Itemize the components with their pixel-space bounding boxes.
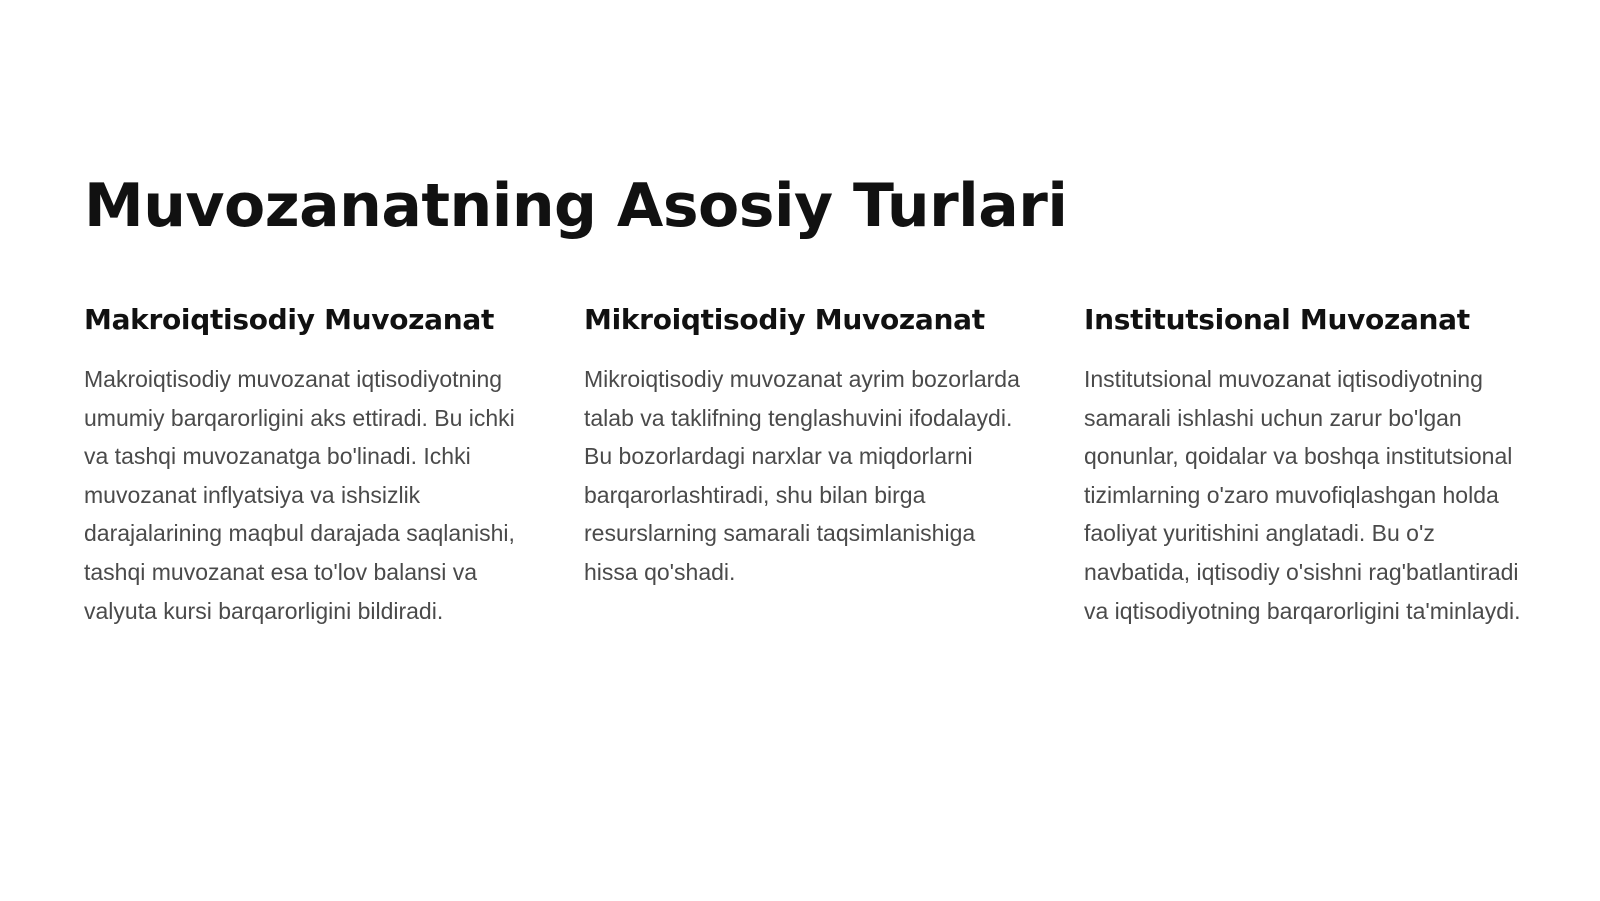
column-institutional — [1084, 300, 1524, 630]
column-body: Mikroiqtisodiy muvozanat ayrim bozorlarda talab va taklifning tenglashuvini ifodalaydi. Bu bozorlardagi narxlar va miqdorlarni barqarorlashtiradi, shu bilan birga resurslarning samarali taqsimlanishiga hissa qo'shadi. — [584, 366, 1020, 585]
column-heading: Makroiqtisodiy Muvozanat — [84, 303, 495, 336]
column-heading: Institutsional Muvozanat — [1084, 303, 1470, 336]
slide-title: Muvozanatning Asosiy Turlari — [84, 171, 1068, 241]
column-body: Institutsional muvozanat iqtisodiyotning samarali ishlashi uchun zarur bo'lgan qonunlar, qoidalar va boshqa institutsional tizimlarning o'zaro muvofiqlashgan holda faoliyat yuritishini anglatadi. Bu o'z navbatida, iqtisodiy o'sishni rag'batlantiradi va iqtisodiyotning barqarorligini ta'minlaydi. — [1084, 366, 1521, 624]
column-macroeconomic — [84, 300, 524, 630]
column-heading: Mikroiqtisodiy Muvozanat — [584, 303, 985, 336]
column-microeconomic — [584, 300, 1024, 592]
column-body: Makroiqtisodiy muvozanat iqtisodiyotning umumiy barqarorligini aks ettiradi. Bu ichki va tashqi muvozanatga bo'linadi. Ichki muvozanat inflyatsiya va ishsizlik darajalarining maqbul darajada saqlanishi, tashqi muvozanat esa to'lov balansi va valyuta kursi barqarorligini bildiradi. — [84, 366, 515, 624]
